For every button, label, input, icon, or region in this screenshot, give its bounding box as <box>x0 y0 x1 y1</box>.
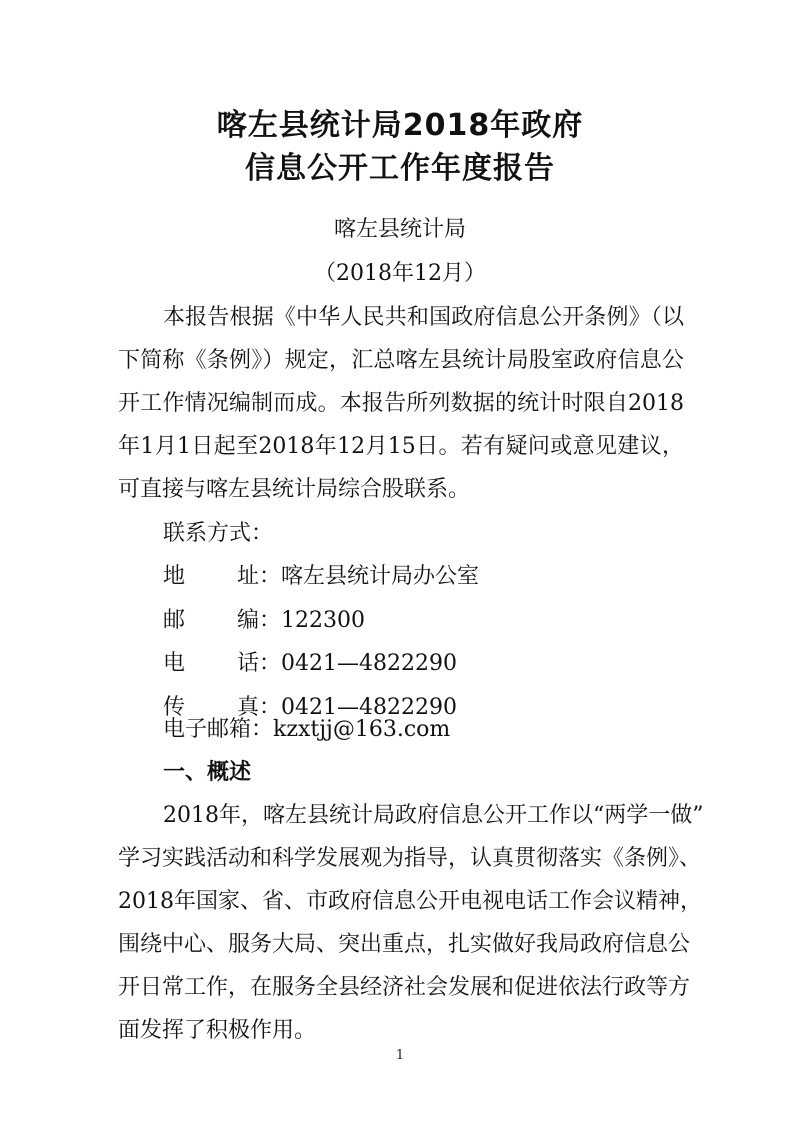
contact-value: 0421—4822290 <box>281 651 457 676</box>
section-line: 学习实践活动和科学发展观为指导，认真贯彻落实《条例》、 <box>118 846 702 871</box>
intro-line: 可直接与喀左县统计局综合股联系。 <box>118 477 471 502</box>
section-line: 开日常工作，在服务全县经济社会发展和促进依法行政等方 <box>118 975 691 1000</box>
intro-line: 本报告根据《中华人民共和国政府信息公开条例》（以 <box>163 305 684 330</box>
contact-email <box>163 712 450 743</box>
section-line: 面发挥了积极作用。 <box>118 1018 317 1043</box>
contact-phone <box>163 646 457 677</box>
contact-postcode <box>163 603 365 634</box>
contact-separator: ： <box>259 608 282 633</box>
contact-label: 电子邮箱 <box>163 717 252 742</box>
section-line: 2018年国家、省、市政府信息公开电视电话工作会议精神， <box>118 889 702 914</box>
contact-value: kzxtjj@163.com <box>273 717 451 742</box>
contact-separator: ： <box>259 564 282 589</box>
contact-value: 122300 <box>281 608 365 633</box>
report-author: 喀左县统计局 <box>333 217 466 242</box>
section-heading: 一、概述 <box>163 760 252 785</box>
contact-label: 邮编 <box>163 608 259 633</box>
section-line: 2018年，喀左县统计局政府信息公开工作以“两学一做” <box>163 803 704 828</box>
section-line: 围绕中心、服务大局、突出重点，扎实做好我局政府信息公 <box>118 932 691 957</box>
contact-separator: ： <box>259 695 282 720</box>
report-date: （2018年12月） <box>314 261 486 286</box>
page-number: 1 <box>395 1048 405 1063</box>
contact-heading: 联系方式： <box>163 521 274 546</box>
intro-line: 年1月1日起至2018年12月15日。若有疑问或意见建议， <box>118 434 684 459</box>
contact-separator: ： <box>259 651 282 676</box>
report-title-line-1: 喀左县统计局2018年政府 <box>216 108 584 143</box>
intro-line: 下简称《条例》）规定，汇总喀左县统计局股室政府信息公 <box>118 348 684 373</box>
contact-separator: ： <box>251 717 274 742</box>
contact-label: 电话 <box>163 651 259 676</box>
contact-address <box>163 559 479 590</box>
contact-label: 地址 <box>163 564 259 589</box>
report-title-line-2: 信息公开工作年度报告 <box>245 151 555 186</box>
contact-value: 0421—4822290 <box>281 695 457 720</box>
contact-label: 传真 <box>163 695 259 720</box>
intro-line: 开工作情况编制而成。本报告所列数据的统计时限自2018 <box>118 391 684 416</box>
contact-value: 喀左县统计局办公室 <box>281 564 480 589</box>
